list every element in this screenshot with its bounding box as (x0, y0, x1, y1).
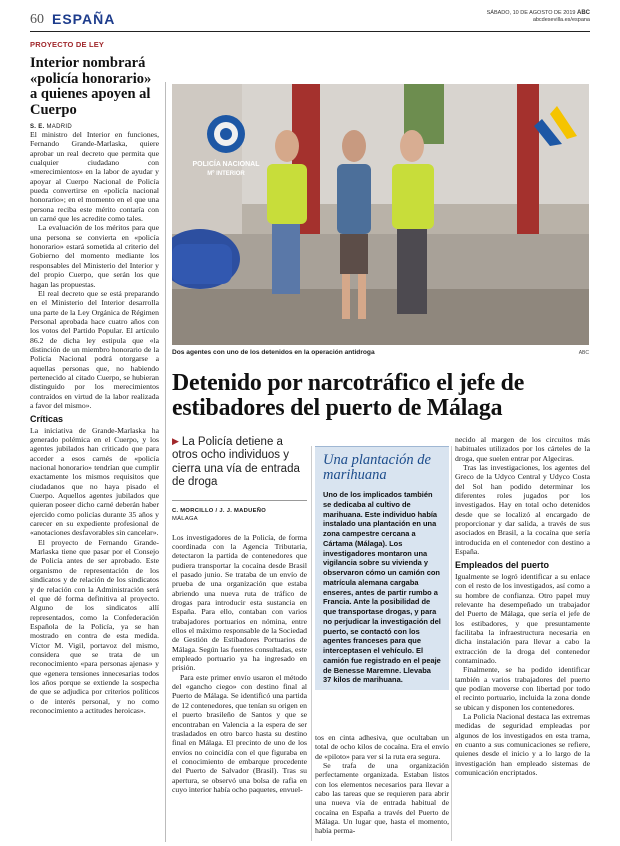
main-byline-place: MÁLAGA (172, 515, 198, 522)
main-paragraph: Finalmente, se ha podido identificar también a varios trabajadores del puerto que podían moverse con libertad por todo el recinto portuario, incluida la zona donde se ubican y disponen los contenedores. (455, 665, 590, 712)
side-byline-author: S. E. (30, 124, 45, 130)
section-title: ESPAÑA (52, 11, 116, 27)
page-number: 60 (30, 12, 44, 27)
arrest-photo-illustration (172, 84, 589, 345)
box-body: Uno de los implicados también se dedicaba al cultivo de marihuana. Este individuo había instalado una plantación en una zona campestre cercana a Cártama (Málaga). Los investigadores montaron una vigilancia sobre su vivienda y observaron cómo un camión con matrícula alemana cargaba enseres, antes de partir rumbo a Francia. Ante la posibilidad de que transportase drogas, y para no perjudicar la investigación del puerto, se contactó con los agentes franceses para que interceptasen el vehículo. El camión fue registrado en el peaje de Benesse Maremne. Llevaba 37 kilos de marihuana. (323, 490, 441, 685)
separator (172, 500, 307, 501)
main-summary-text: La Policía detiene a otros ocho individuos y cierra una vía de entrada de droga (172, 436, 300, 489)
main-body-col1 (172, 533, 307, 795)
main-paragraph: necido al margen de los circuitos más habituales utilizados por los cárteles de la droga, que suelen entrar por Algeciras. (455, 435, 590, 463)
sidebar-box (315, 446, 449, 690)
main-paragraph: Se trafa de una organización perfectamente organizada. Estaban listos con los elementos necesarios para llevar a cabo las tareas que se requieren para abrir una nueva vía de entrada habitual de cocaína en España a través del Puerto de Málaga. Un lugar que, hasta el momento, había perma- (315, 761, 449, 836)
main-subhead: Empleados del puerto (455, 560, 550, 571)
main-body-col3 (455, 435, 590, 777)
main-paragraph: Para este primer envío usaron el método del «gancho ciego» con destino final al Puerto de Málaga. Se identificó una partida de 12 contenedores, que tenían su origen en el puerto brasileño de Santos y que se encontraban en Valencia a la espera de ser trasladados en otro barco hasta su destino final en Málaga. El precinto de uno de los envíos no coincidía con el que figuraba en el conocimiento de embarque procedente del Puerto de Salvador (Brasil). Tras su apertura, se observó una bolsa de rafia en cuyo interior había ocho paquetes, envuel- (172, 672, 307, 794)
news-photo (172, 84, 589, 345)
photo-caption: Dos agentes con uno de los detenidos en la operación antidroga (172, 349, 375, 356)
police-logo-text-1: POLICÍA NACIONAL (192, 161, 260, 168)
main-summary (172, 435, 307, 496)
header-web: abcdesevilla.es/espana (532, 17, 590, 23)
side-paragraph: El proyecto de Fernando Grande-Marlaska tiene que pasar por el Consejo de Policía antes de ser aprobado. Este organismo de representación de los sindicatos y de relación de los sindicatos y de relación con la Administración será el que dé forma definitiva al proyecto. Alguno de los sindicatos allí representados, como la Confederación Española de la Policía, ya se han mostrado en contra de esta medida. Víctor M. Vigil, portavoz del mismo, considera que se trata de un reconocimiento «para personas ajenas» y que «genera tensiones innecesarias todos los años porque se extiende la sospecha de que se adjudica por criterios políticos o de interés personal, y no como reconocimiento a actitudes heroicas». (30, 537, 159, 715)
side-paragraph: La iniciativa de Grande-Marlaska ha generado polémica en el Cuerpo, y los agentes jubilados han criticado que para acceder a esos carnés de «policía nacional honorario» tendrían que cumplir exactamente los mismos requisitos que ciudadanos que no haya pisado el Cuerpo. Aquellos agentes jubilados que quieran poseer dicho carné deberán haber ejercido como policías durante 35 años y carecer en su expediente profesional de «anotaciones desfavorables sin cancelar». (30, 425, 159, 538)
side-body (30, 130, 159, 715)
side-paragraph: La evaluación de los méritos para que una persona se convierta en «policía honorario» estará sometida al criterio del Gobierno del momento mediante los responsables del Ministerio del Interior y del propio Cuerpo, que serán los que hagan las propuestas. (30, 223, 159, 289)
column-divider (165, 82, 166, 842)
police-logo-text-2: Mº INTERIOR (207, 171, 245, 177)
main-paragraph: tos en cinta adhesiva, que ocultaban un total de ocho kilos de cocaína. Era el envío de «piloto» para ver si la ruta era segura. (315, 733, 449, 761)
column-divider (451, 446, 452, 841)
main-col-1 (172, 435, 307, 794)
header-date: SÁBADO, 10 DE AGOSTO DE 2019 (486, 10, 576, 16)
main-headline: Detenido por narcotráfico el jefe de estibadores del puerto de Málaga (172, 370, 525, 421)
main-body-col2 (315, 733, 449, 836)
side-story (30, 40, 159, 715)
main-paragraph: Tras las investigaciones, los agentes del Greco de la Udyco Central y Udyco Costa del Sol han podido determinar los diferentes roles jugados por los investigados. Hay en total ocho detenidos desde que se localizó al encargado de proporcionar y dar salida, a través de sus asociados en Brasil, a la cocaína que sería introducida en el contenedor con destino a España. (455, 463, 590, 557)
marihuana-box (315, 446, 449, 690)
photo-credit: ABC (578, 350, 589, 356)
main-paragraph: La Policía Nacional destaca las extremas medidas de seguridad empleadas por algunos de los investigados en esta trama, en cuanto a sus comunicaciones se refiere, quienes desde el inicio y a lo largo de la investigación han empleado sistemas de comunicación encriptados. (455, 711, 590, 778)
side-paragraph: El real decreto que se está preparando en el Ministerio del Interior desarrolla una parte de la Ley Orgánica de Régimen Personal aprobada hace cuatro años con los votos del Partido Popular. El artículo 86.2 de dicha ley estipula que «la distinción de un miembro honorario de la Policía Nacional podrá otorgarse a aquellas personas que, no habiendo pertenecido al citado Cuerpo, se hubieran distinguido por los merecimientos contraídos en virtud de la labor realizada a favor del mismo». (30, 288, 159, 410)
main-byline-authors: C. MORCILLO / J. J. MADUEÑO (172, 507, 267, 514)
main-byline (172, 507, 307, 523)
police-logo (207, 115, 245, 153)
side-subhead: Críticas (30, 414, 64, 425)
main-paragraph: Igualmente se logró identificar a su enlace con el resto de los investigados, así como a su hombre de confianza. Otro papel muy relevante ha desempeñado un trabajador del Puerto de Málaga, que sería el jefe de los estibadores, y que presuntamente facilitaba la infraestructura necesaria en dicha instalación para llevar a cabo la extracción de la droga del contenedor contaminado. (455, 571, 590, 665)
header-brand: ABC (577, 10, 590, 16)
column-divider (311, 446, 312, 841)
arrow-icon: ▶ (172, 436, 179, 446)
main-paragraph: Los investigadores de la Policía, de forma coordinada con la Agencia Tributaria, detectaron la partida de contenedores que pudiera transportar la cocaína desde Brasil el pasado junio. Se trataba de un envío de prueba de una organización que estaba abriendo una nueva ruta de tráfico de drogas para introducir esta sustancia en España. Para ello, contaban con varios trabajadores portuarios en nómina, entre ellos el máximo responsable de la Sociedad de Gestión de Estibadores Portuarios de Málaga. Según las fuentes consultadas, este empleado portuario ya ha ingresado en prisión. (172, 532, 307, 673)
side-kicker: PROYECTO DE LEY (30, 40, 105, 49)
page-header (30, 10, 590, 32)
box-title: Una plantación de marihuana (323, 452, 431, 483)
side-headline: Interior nombrará «policía honorario» a quienes apoyen al Cuerpo (30, 55, 152, 118)
header-dateline (487, 10, 590, 24)
side-paragraph: El ministro del Interior en funciones, Fernando Grande-Marlaska, quiere aprobar un real decreto que permita que cualquier ciudadano con «merecimientos» en la labor de ayudar y apoyar al Cuerpo Nacional de Policía pueda convertirse en «policía nacional honorario»; en el momento en el que una persona reciba este mérito contaría con un carné que les acredite como tales. (30, 130, 159, 224)
side-byline-place: MADRID (46, 124, 72, 130)
